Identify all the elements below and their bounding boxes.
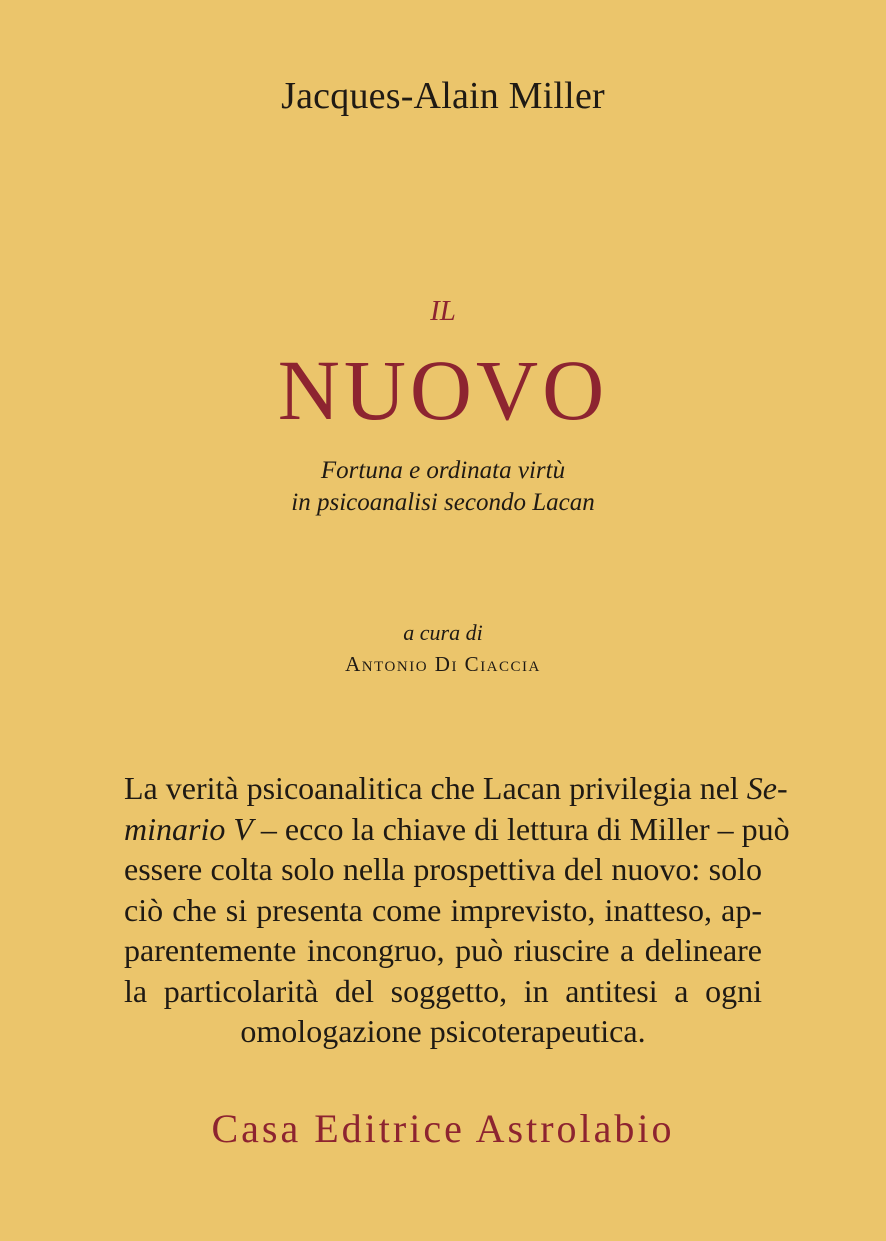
blurb-line-3: essere colta solo nella prospettiva del nuovo: solo: [124, 851, 762, 887]
editor-label: a cura di: [403, 620, 483, 645]
blurb-line-2-text: – ecco la chiave di lettura di Miller – può: [252, 810, 790, 847]
editor-name: Antonio Di Ciaccia: [345, 652, 541, 676]
blurb-line-5: parentemente incongruo, può riuscire a delineare: [124, 932, 762, 968]
blurb-line-2-italic: minario V: [124, 810, 253, 847]
blurb-line-4: ciò che si presenta come imprevisto, inatteso, ap-: [124, 891, 762, 928]
book-title: NUOVO: [277, 342, 609, 438]
blurb-line-6: la particolarità del soggetto, in antitesi a ogni: [124, 972, 762, 1009]
blurb-line-1-italic: Se-: [746, 770, 788, 806]
blurb-line-1: [124, 768, 788, 809]
author-name: Jacques-Alain Miller: [281, 75, 605, 117]
blurb-line-7: omologazione psicoterapeutica.: [240, 1013, 646, 1049]
blurb-paragraph: [124, 768, 790, 1052]
publisher-name: Casa Editrice Astrolabio: [211, 1106, 675, 1151]
title-prefix: IL: [430, 295, 456, 327]
blurb-line-2: [124, 809, 790, 850]
subtitle-line-1: Fortuna e ordinata virtù: [320, 457, 566, 484]
subtitle-line-2: in psicoanalisi secondo Lacan: [291, 489, 595, 516]
blurb-line-1-text: La verità psicoanalitica che Lacan privilegia nel: [124, 770, 747, 806]
book-subtitle: [0, 455, 886, 519]
